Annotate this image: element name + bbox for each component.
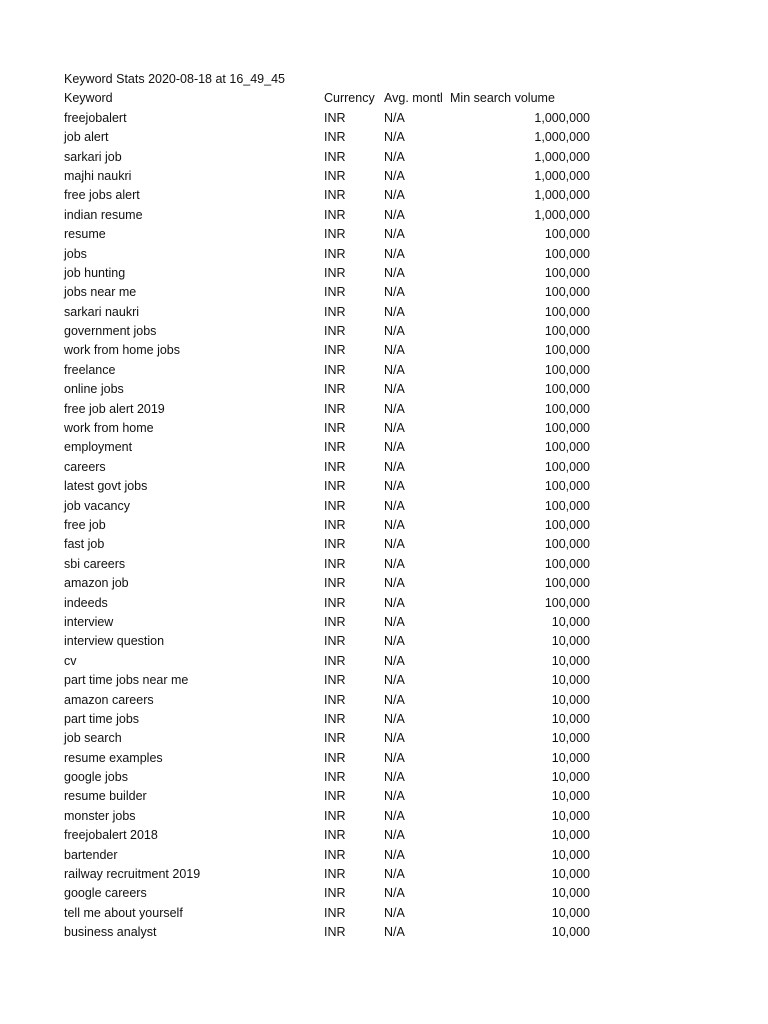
keyword-stats-sheet — [64, 70, 604, 943]
avg-monthly-cell: N/A — [384, 770, 405, 785]
table-row — [64, 148, 604, 167]
keyword-cell: cv — [64, 653, 77, 668]
currency-cell: INR — [324, 556, 346, 571]
keyword-cell: job search — [64, 731, 122, 746]
sheet-title-row — [64, 70, 604, 89]
currency-cell: INR — [324, 188, 346, 203]
table-row — [64, 341, 604, 360]
currency-cell: INR — [324, 789, 346, 804]
search-volume-cell: 100,000 — [544, 343, 590, 358]
keyword-cell: job vacancy — [64, 498, 131, 513]
keyword-cell: online jobs — [64, 382, 124, 397]
search-volume-cell: 100,000 — [544, 246, 590, 261]
avg-monthly-cell: N/A — [384, 168, 405, 183]
currency-cell: INR — [324, 517, 346, 532]
table-row — [64, 264, 604, 283]
table-row — [64, 245, 604, 264]
keyword-cell: job alert — [64, 130, 109, 145]
avg-monthly-cell: N/A — [384, 401, 405, 416]
currency-cell: INR — [324, 770, 346, 785]
avg-monthly-cell: N/A — [384, 130, 405, 145]
table-row — [64, 904, 604, 923]
keyword-cell: business analyst — [64, 925, 157, 940]
keyword-cell: tell me about yourself — [64, 905, 183, 920]
keyword-cell: latest govt jobs — [64, 479, 148, 494]
currency-cell: INR — [324, 576, 346, 591]
currency-cell: INR — [324, 130, 346, 145]
avg-monthly-cell: N/A — [384, 517, 405, 532]
avg-monthly-cell: N/A — [384, 847, 405, 862]
currency-cell: INR — [324, 634, 346, 649]
currency-cell: INR — [324, 265, 346, 280]
avg-monthly-cell: N/A — [384, 905, 405, 920]
keyword-cell: railway recruitment 2019 — [64, 867, 201, 882]
avg-monthly-cell: N/A — [384, 110, 405, 125]
search-volume-cell: 10,000 — [551, 828, 590, 843]
currency-cell: INR — [324, 227, 346, 242]
currency-cell: INR — [324, 149, 346, 164]
avg-monthly-cell: N/A — [384, 653, 405, 668]
avg-monthly-cell: N/A — [384, 711, 405, 726]
table-row — [64, 167, 604, 186]
currency-cell: INR — [324, 828, 346, 843]
search-volume-cell: 1,000,000 — [534, 110, 590, 125]
avg-monthly-cell: N/A — [384, 828, 405, 843]
keyword-cell: indian resume — [64, 207, 143, 222]
currency-cell: INR — [324, 886, 346, 901]
search-volume-cell: 10,000 — [551, 770, 590, 785]
currency-cell: INR — [324, 867, 346, 882]
currency-cell: INR — [324, 421, 346, 436]
search-volume-cell: 10,000 — [551, 750, 590, 765]
keyword-cell: free job alert 2019 — [64, 401, 165, 416]
table-row — [64, 535, 604, 554]
search-volume-cell: 10,000 — [551, 653, 590, 668]
avg-monthly-cell: N/A — [384, 750, 405, 765]
search-volume-cell: 100,000 — [544, 265, 590, 280]
keyword-cell: work from home — [64, 421, 154, 436]
search-volume-cell: 10,000 — [551, 925, 590, 940]
avg-monthly-cell: N/A — [384, 634, 405, 649]
search-volume-cell: 1,000,000 — [534, 207, 590, 222]
search-volume-cell: 100,000 — [544, 285, 590, 300]
avg-monthly-cell: N/A — [384, 479, 405, 494]
table-row — [64, 613, 604, 632]
table-row — [64, 691, 604, 710]
currency-cell: INR — [324, 692, 346, 707]
search-volume-cell: 1,000,000 — [534, 149, 590, 164]
search-volume-cell: 100,000 — [544, 595, 590, 610]
search-volume-cell: 1,000,000 — [534, 188, 590, 203]
search-volume-cell: 100,000 — [544, 421, 590, 436]
avg-monthly-cell: N/A — [384, 614, 405, 629]
search-volume-cell: 100,000 — [544, 324, 590, 339]
table-row — [64, 555, 604, 574]
keyword-cell: job hunting — [64, 265, 126, 280]
search-volume-cell: 10,000 — [551, 711, 590, 726]
currency-cell: INR — [324, 673, 346, 688]
search-volume-cell: 100,000 — [544, 459, 590, 474]
keyword-cell: resume — [64, 227, 106, 242]
currency-cell: INR — [324, 750, 346, 765]
search-volume-cell: 100,000 — [544, 440, 590, 455]
table-row — [64, 477, 604, 496]
keyword-rows — [64, 109, 604, 943]
currency-cell: INR — [324, 905, 346, 920]
search-volume-cell: 100,000 — [544, 498, 590, 513]
table-row — [64, 923, 604, 942]
keyword-cell: free jobs alert — [64, 188, 140, 203]
avg-monthly-cell: N/A — [384, 498, 405, 513]
search-volume-cell: 10,000 — [551, 789, 590, 804]
search-volume-cell: 100,000 — [544, 517, 590, 532]
currency-cell: INR — [324, 324, 346, 339]
keyword-cell: part time jobs — [64, 711, 140, 726]
header-row — [64, 89, 604, 108]
keyword-cell: freelance — [64, 362, 116, 377]
table-row — [64, 807, 604, 826]
currency-cell: INR — [324, 440, 346, 455]
currency-cell: INR — [324, 808, 346, 823]
currency-cell: INR — [324, 343, 346, 358]
keyword-cell: government jobs — [64, 324, 157, 339]
avg-monthly-cell: N/A — [384, 556, 405, 571]
avg-monthly-cell: N/A — [384, 343, 405, 358]
avg-monthly-cell: N/A — [384, 867, 405, 882]
table-row — [64, 438, 604, 457]
search-volume-cell: 10,000 — [551, 614, 590, 629]
currency-cell: INR — [324, 595, 346, 610]
header-currency: Currency — [324, 91, 375, 106]
currency-cell: INR — [324, 614, 346, 629]
table-row — [64, 361, 604, 380]
currency-cell: INR — [324, 207, 346, 222]
table-row — [64, 109, 604, 128]
avg-monthly-cell: N/A — [384, 886, 405, 901]
table-row — [64, 632, 604, 651]
avg-monthly-cell: N/A — [384, 595, 405, 610]
keyword-cell: monster jobs — [64, 808, 136, 823]
avg-monthly-cell: N/A — [384, 304, 405, 319]
avg-monthly-cell: N/A — [384, 149, 405, 164]
avg-monthly-cell: N/A — [384, 324, 405, 339]
currency-cell: INR — [324, 285, 346, 300]
header-avg-monthly: Avg. montl — [384, 91, 443, 106]
avg-monthly-cell: N/A — [384, 227, 405, 242]
table-row — [64, 303, 604, 322]
table-row — [64, 826, 604, 845]
currency-cell: INR — [324, 731, 346, 746]
search-volume-cell: 100,000 — [544, 576, 590, 591]
avg-monthly-cell: N/A — [384, 692, 405, 707]
avg-monthly-cell: N/A — [384, 382, 405, 397]
keyword-cell: sarkari job — [64, 149, 122, 164]
table-row — [64, 710, 604, 729]
currency-cell: INR — [324, 459, 346, 474]
currency-cell: INR — [324, 711, 346, 726]
currency-cell: INR — [324, 537, 346, 552]
table-row — [64, 884, 604, 903]
search-volume-cell: 10,000 — [551, 808, 590, 823]
avg-monthly-cell: N/A — [384, 188, 405, 203]
table-row — [64, 458, 604, 477]
table-row — [64, 516, 604, 535]
avg-monthly-cell: N/A — [384, 808, 405, 823]
table-row — [64, 400, 604, 419]
keyword-cell: amazon careers — [64, 692, 154, 707]
keyword-cell: jobs — [64, 246, 87, 261]
keyword-cell: interview — [64, 614, 114, 629]
currency-cell: INR — [324, 246, 346, 261]
search-volume-cell: 1,000,000 — [534, 168, 590, 183]
table-row — [64, 749, 604, 768]
keyword-cell: sarkari naukri — [64, 304, 140, 319]
keyword-cell: employment — [64, 440, 133, 455]
table-row — [64, 206, 604, 225]
avg-monthly-cell: N/A — [384, 925, 405, 940]
keyword-cell: freejobalert — [64, 110, 127, 125]
keyword-cell: freejobalert 2018 — [64, 828, 158, 843]
search-volume-cell: 10,000 — [551, 634, 590, 649]
keyword-cell: bartender — [64, 847, 118, 862]
keyword-cell: google careers — [64, 886, 147, 901]
avg-monthly-cell: N/A — [384, 459, 405, 474]
keyword-cell: free job — [64, 517, 106, 532]
search-volume-cell: 10,000 — [551, 731, 590, 746]
table-row — [64, 322, 604, 341]
table-row — [64, 594, 604, 613]
keyword-cell: majhi naukri — [64, 168, 132, 183]
currency-cell: INR — [324, 110, 346, 125]
keyword-cell: part time jobs near me — [64, 673, 189, 688]
avg-monthly-cell: N/A — [384, 246, 405, 261]
avg-monthly-cell: N/A — [384, 576, 405, 591]
currency-cell: INR — [324, 479, 346, 494]
table-row — [64, 574, 604, 593]
search-volume-cell: 100,000 — [544, 556, 590, 571]
avg-monthly-cell: N/A — [384, 440, 405, 455]
search-volume-cell: 1,000,000 — [534, 130, 590, 145]
table-row — [64, 283, 604, 302]
table-row — [64, 729, 604, 748]
search-volume-cell: 10,000 — [551, 867, 590, 882]
avg-monthly-cell: N/A — [384, 362, 405, 377]
avg-monthly-cell: N/A — [384, 285, 405, 300]
keyword-cell: careers — [64, 459, 106, 474]
currency-cell: INR — [324, 847, 346, 862]
avg-monthly-cell: N/A — [384, 537, 405, 552]
search-volume-cell: 100,000 — [544, 382, 590, 397]
table-row — [64, 671, 604, 690]
search-volume-cell: 100,000 — [544, 227, 590, 242]
table-row — [64, 865, 604, 884]
table-row — [64, 380, 604, 399]
search-volume-cell: 10,000 — [551, 905, 590, 920]
currency-cell: INR — [324, 304, 346, 319]
table-row — [64, 652, 604, 671]
table-row — [64, 846, 604, 865]
currency-cell: INR — [324, 401, 346, 416]
keyword-cell: indeeds — [64, 595, 108, 610]
search-volume-cell: 10,000 — [551, 673, 590, 688]
avg-monthly-cell: N/A — [384, 789, 405, 804]
keyword-cell: google jobs — [64, 770, 128, 785]
header-keyword: Keyword — [64, 91, 113, 106]
keyword-cell: jobs near me — [64, 285, 137, 300]
keyword-cell: fast job — [64, 537, 105, 552]
table-row — [64, 497, 604, 516]
keyword-cell: work from home jobs — [64, 343, 181, 358]
keyword-cell: resume builder — [64, 789, 147, 804]
avg-monthly-cell: N/A — [384, 731, 405, 746]
search-volume-cell: 100,000 — [544, 537, 590, 552]
search-volume-cell: 100,000 — [544, 401, 590, 416]
currency-cell: INR — [324, 925, 346, 940]
table-row — [64, 419, 604, 438]
table-row — [64, 186, 604, 205]
search-volume-cell: 100,000 — [544, 479, 590, 494]
search-volume-cell: 10,000 — [551, 886, 590, 901]
search-volume-cell: 10,000 — [551, 692, 590, 707]
table-row — [64, 787, 604, 806]
search-volume-cell: 10,000 — [551, 847, 590, 862]
search-volume-cell: 100,000 — [544, 362, 590, 377]
keyword-cell: sbi careers — [64, 556, 126, 571]
table-row — [64, 128, 604, 147]
avg-monthly-cell: N/A — [384, 673, 405, 688]
keyword-cell: resume examples — [64, 750, 163, 765]
keyword-cell: interview question — [64, 634, 165, 649]
table-row — [64, 768, 604, 787]
currency-cell: INR — [324, 168, 346, 183]
currency-cell: INR — [324, 362, 346, 377]
avg-monthly-cell: N/A — [384, 421, 405, 436]
header-min-search-volume: Min search volume — [450, 91, 555, 106]
avg-monthly-cell: N/A — [384, 265, 405, 280]
currency-cell: INR — [324, 653, 346, 668]
currency-cell: INR — [324, 498, 346, 513]
currency-cell: INR — [324, 382, 346, 397]
keyword-cell: amazon job — [64, 576, 129, 591]
avg-monthly-cell: N/A — [384, 207, 405, 222]
search-volume-cell: 100,000 — [544, 304, 590, 319]
sheet-title: Keyword Stats 2020-08-18 at 16_49_45 — [64, 72, 285, 86]
table-row — [64, 225, 604, 244]
